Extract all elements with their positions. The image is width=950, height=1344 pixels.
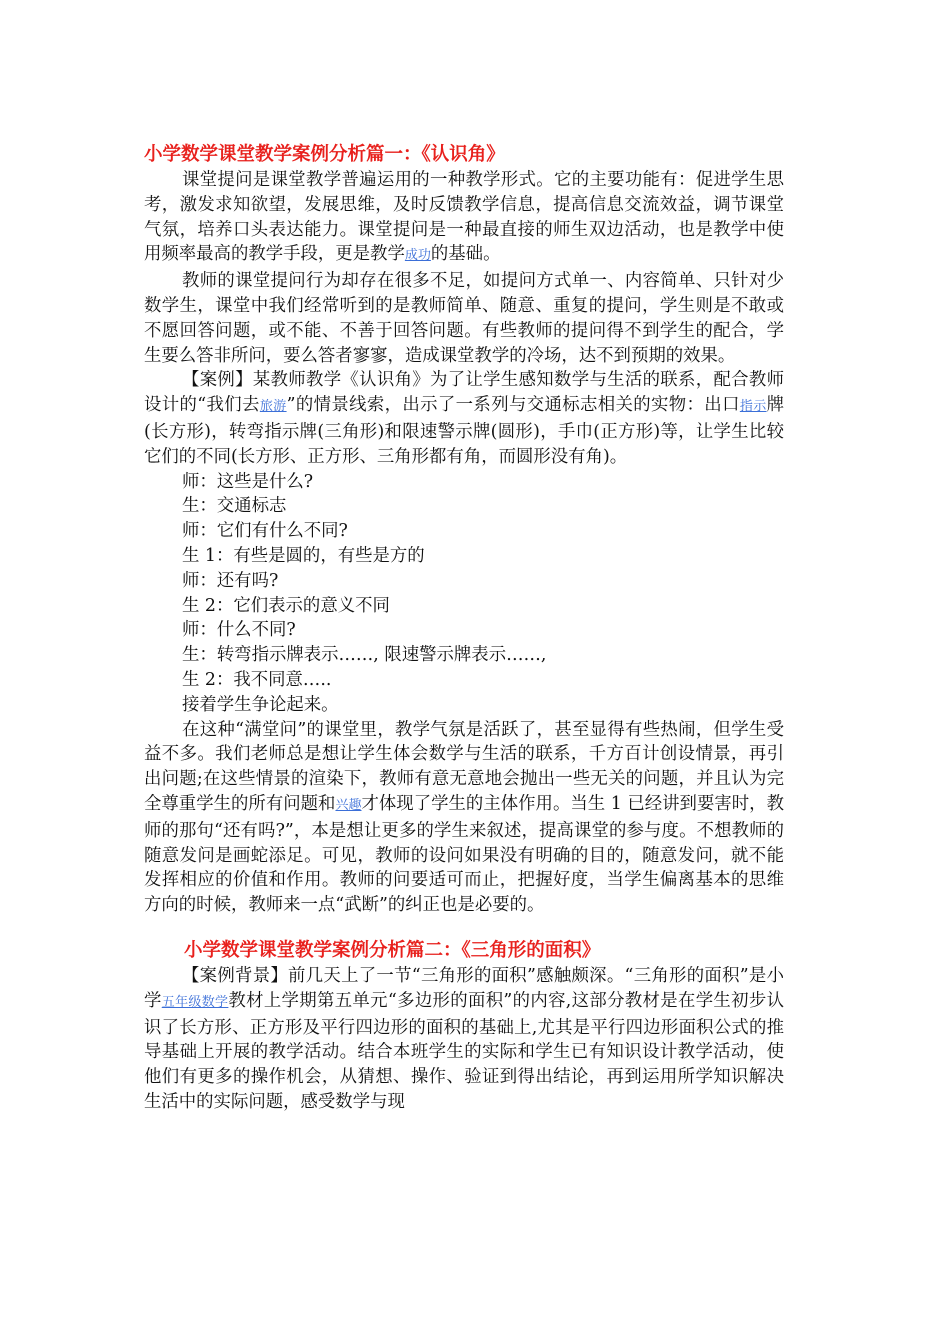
link-success[interactable]: 成功 bbox=[404, 248, 431, 264]
link-indicator[interactable]: 指示 bbox=[739, 399, 767, 415]
section1-paragraph-1 bbox=[144, 168, 784, 269]
document-page bbox=[144, 142, 784, 1115]
section1-paragraph-3 bbox=[144, 368, 784, 469]
dialog-line: 生 2：它们表示的意义不同 bbox=[182, 595, 390, 616]
text: 【案例】某教师教学《认识角》为了让学生感知数学与生活的联系，配合教师设计的“我们去 bbox=[144, 370, 784, 416]
text: 课堂提问是课堂教学普遍运用的一种教学形式。它的主要功能有：促进学生思考，激发求知欲望，发展思维，及时反馈教学信息，提高信息交流效益，调节课堂气氛，培养口头表达能力。课堂提问是一种最直接的师生双边活动，也是教学中使用频率最高的教学手段，更是教学 bbox=[144, 170, 784, 265]
dialog-line: 生：交通标志 bbox=[182, 496, 287, 517]
link-travel[interactable]: 旅游 bbox=[259, 399, 287, 415]
section2-paragraph-1 bbox=[144, 964, 784, 1115]
section1-paragraph-4 bbox=[144, 718, 784, 918]
dialog-line: 接着学生争论起来。 bbox=[182, 694, 339, 715]
text: 在这种“满堂问”的课堂里，教学气氛是活跃了，甚至显得有些热闹，但学生受益不多。我们老师总是想让学生体会数学与生活的联系，千方百计创设情景，再引出问题;在这些情景的渲染下，教师有意无意地会抛出一些无关的问题，并且认为完全尊重学生的所有问题和 bbox=[144, 719, 784, 814]
dialog-line: 师：什么不同? bbox=[182, 620, 296, 641]
text: 的基础。 bbox=[430, 244, 501, 265]
dialog-line: 生 2：我不同意….. bbox=[182, 669, 332, 690]
text: 【案例背景】前几天上了一节“三角形的面积”感触颇深。“三角形的面积”是小学 bbox=[144, 965, 784, 1011]
text: 才体现了学生的主体作用。当生 1 已经讲到要害时，教师的那句“还有吗?”，本是想让更多的学生来叙述，提高课堂的参与度。不想教师的随意发问是画蛇添足。可见，教师的设问如果没有明确的目的，随意发问，就不能发挥相应的价值和作用。教师的问要适可而止，把握好度，当学生偏离基本的思维方向的时候，教师来一点“武断”的纠正也是必要的。 bbox=[144, 793, 784, 916]
dialog-line: 生：转弯指示牌表示……, 限速警示牌表示……, bbox=[182, 645, 547, 666]
link-interest[interactable]: 兴趣 bbox=[335, 797, 362, 813]
link-grade5-math[interactable]: 五年级数学 bbox=[161, 994, 229, 1010]
section1-title: 小学数学课堂教学案例分析篇一：《认识角》 bbox=[144, 144, 505, 165]
dialog-line: 师：这些是什么? bbox=[182, 471, 314, 492]
text: ”的情景线索，出示了一系列与交通标志相关的实物：出口 bbox=[286, 395, 740, 416]
section1-paragraph-2: 教师的课堂提问行为却存在很多不足，如提问方式单一、内容简单、只针对少数学生，课堂中我们经常听到的是教师简单、随意、重复的提问，学生则是不敢或不愿回答问题，或不能、不善于回答问题。有些教师的提问得不到学生的配合，学生要么答非所问，要么答者寥寥，造成课堂教学的冷场，达不到预期的效果。 bbox=[144, 271, 784, 366]
text: 教材上学期第五单元“多边形的面积”的内容,这部分教材是在学生初步认识了长方形、正方形及平行四边形的面积的基础上,尤其是平行四边形面积公式的推导基础上开展的教学活动。结合本班学生的实际和学生已有知识设计教学活动，使他们有更多的操作机会，从猜想、操作、验证到得出结论，再到运用所学知识解决生活中的实际问题，感受数学与现 bbox=[144, 990, 784, 1112]
dialog-line: 生 1：有些是圆的，有些是方的 bbox=[182, 545, 425, 566]
dialog-line: 师：还有吗? bbox=[182, 570, 279, 591]
dialog-line: 师：它们有什么不同? bbox=[182, 521, 348, 542]
text: 牌(长方形)，转弯指示牌(三角形)和限速警示牌(圆形)，手巾(正方形)等，让学生比较它们的不同(长方形、正方形、三角形都有角，而圆形没有角)。 bbox=[144, 395, 784, 467]
section2-title: 小学数学课堂教学案例分析篇二：《三角形的面积》 bbox=[184, 939, 601, 961]
